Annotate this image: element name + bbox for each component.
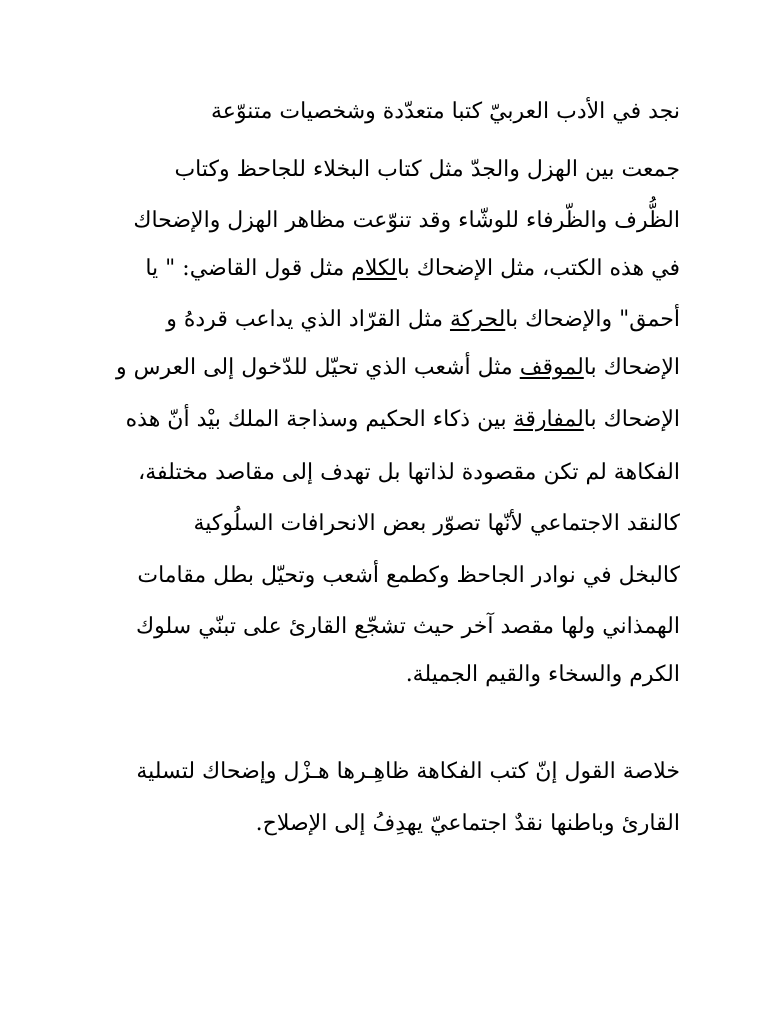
text-segment: مثل القرّاد الذي يداعب قردهُ و [166,307,450,332]
text-line-2 [80,155,680,185]
text-segment: مثل أشعب الذي تحيّل للدّخول إلى العرس و [116,355,520,380]
text-line-8 [80,458,680,488]
text-line-4 [80,254,680,284]
text-line-7 [80,405,680,435]
text-segment: الإضحاك با [583,355,680,380]
text-segment: الظُّرف والظّرفاء للوشّاء وقد تنوّعت مظاهر الهزل والإضحاك [133,208,680,233]
text-segment: الكرم والسخاء والقيم الجميلة. [405,662,680,687]
underlined-word: لحركة [449,307,506,332]
text-segment: أحمق" والإضحاك با [505,307,680,332]
text-segment: الفكاهة لم تكن مقصودة لذاتها بل تهدف إلى مقاصد مختلفة، [138,460,680,485]
text-line-13 [80,757,680,787]
underlined-word: لكلام [351,256,397,281]
text-segment: مثل قول القاضي: " يا [145,256,352,281]
text-line-5 [80,305,680,335]
text-segment: نجد في الأدب العربيّ كتبا متعدّدة وشخصيات متنوّعة [211,99,680,124]
text-line-10 [80,561,680,591]
text-segment: جمعت بين الهزل والجدّ مثل كتاب البخلاء للجاحظ وكتاب [174,157,680,182]
underlined-word: لمفارقة [513,407,584,432]
text-segment: بين ذكاء الحكيم وسذاجة الملك بيْد أنّ هذه [125,407,514,432]
text-segment: الهمذاني ولها مقصد آخر حيث تشجّع القارئ على تبنّي سلوك [136,614,680,639]
text-line-6 [80,353,680,383]
text-line-1 [80,97,680,127]
text-segment: في هذه الكتب، مثل الإضحاك با [396,256,680,281]
text-segment: كالنقد الاجتماعي لأنّها تصوّر بعض الانحرافات السلُوكية [193,511,680,536]
text-line-12 [80,660,680,690]
text-segment: الإضحاك با [583,407,680,432]
text-segment: كالبخل في نوادر الجاحظ وكطمع أشعب وتحيّل بطل مقامات [137,563,680,588]
text-segment: خلاصة القول إنّ كتب الفكاهة ظاهِـرها هـزْل وإضحاك لتسلية [136,759,680,784]
text-line-14 [80,809,680,839]
text-segment: القارئ وباطنها نقدٌ اجتماعيّ يهدِفُ إلى الإصلاح. [255,811,680,836]
text-line-11 [80,612,680,642]
text-line-9 [80,509,680,539]
underlined-word: لموقف [519,355,584,380]
text-line-3 [80,206,680,236]
